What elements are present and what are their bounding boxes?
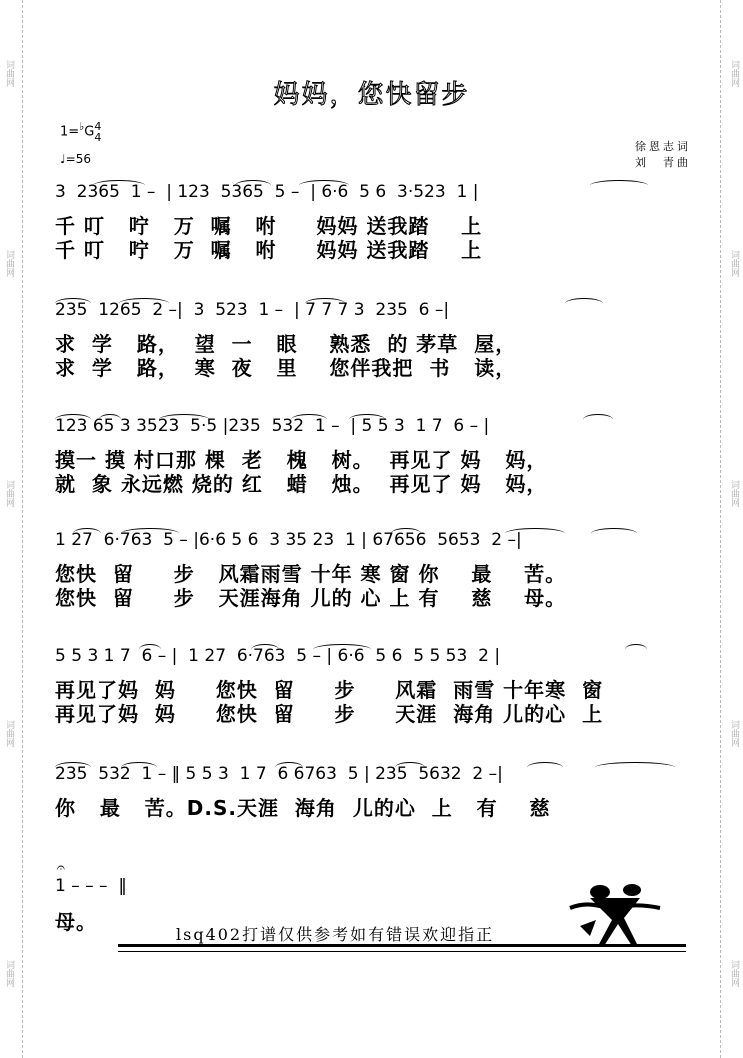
- lyrics-verse-1: 求 学 路， 望 一 眼 熟悉 的 茅草 屋，: [55, 332, 517, 356]
- time-numerator: 4: [94, 119, 102, 133]
- slur: [291, 414, 327, 425]
- slur: [159, 414, 209, 425]
- right-watermark-strip: [720, 0, 743, 1058]
- dancing-couple-icon: [560, 880, 670, 950]
- notes-line: 3 2365 1 – | 123 5365 5 – | 6·6 5 6 3·523 1 |: [55, 182, 479, 202]
- watermark-left-1: 词曲网: [4, 60, 14, 87]
- slur: [251, 644, 279, 655]
- lyrics-verse-1: 摸一 摸 村口那 棵 老 槐 树。 再见了 妈 妈，: [55, 448, 548, 472]
- watermark-right-2: 词曲网: [729, 250, 739, 277]
- watermark-left-2: 词曲网: [4, 250, 14, 277]
- lyrics-verse-1: 再见了妈 妈 您快 留 步 风霜 雨雪 十年寒 窗: [55, 678, 604, 702]
- watermark-right-1: 词曲网: [729, 60, 739, 87]
- fermata-icon: 𝄐: [57, 860, 65, 876]
- slur: [55, 414, 91, 425]
- slur: [99, 414, 121, 425]
- slur: [139, 644, 161, 655]
- notes-line: 1 27 6·763 5 – |6·6 5 6 3 35 23 1 | 67656 5653 2 –|: [55, 530, 522, 550]
- lyricist-credit: 徐恩志词: [635, 140, 691, 153]
- notes-line: 235 532 1 – ‖ 5 5 3 1 7 6 6763 5 | 235 5632 2 –|: [55, 764, 503, 784]
- final-lyric: 母。: [55, 910, 97, 934]
- lyrics-verse-1: 您快 留 步 风霜雨雪 十年 寒 窗 你 最 苦。: [55, 562, 567, 586]
- footer-rule-thin: [118, 951, 686, 952]
- lyrics-verse-2: 就 象 永远燃 烧的 红 蜡 烛。 再见了 妈 妈，: [55, 472, 548, 496]
- slur: [73, 528, 101, 539]
- song-title: 妈妈，您快留步: [273, 80, 470, 110]
- lyrics-verse-2: 求 学 路， 寒 夜 里 您伴我把 书 读，: [55, 356, 517, 380]
- slur: [275, 762, 303, 773]
- notes-line: 5 5 3 1 7 6 – | 1 27 6·763 5 – | 6·6 5 6 5 5 53 2 |: [55, 646, 501, 666]
- slur: [349, 414, 385, 425]
- notes-line: 235 1265 2 –| 3 523 1 – | 7 7 7 3 235 6 –|: [55, 300, 450, 320]
- slur: [305, 298, 345, 309]
- key-prefix: 1=: [60, 124, 80, 140]
- slur: [583, 414, 613, 425]
- score-system-5: [55, 642, 710, 732]
- left-watermark-strip: [0, 0, 23, 1058]
- slur: [565, 298, 603, 309]
- slur: [591, 528, 637, 539]
- lyrics-verse-1: 千 叮 咛 万 嘱 咐 妈妈 送我踏 上: [55, 214, 483, 238]
- slur: [235, 180, 271, 191]
- slur: [505, 528, 565, 539]
- lyrics-verse-1: 你 最 苦。D.S.天涯 海角 儿的心 上 有 慈: [55, 796, 551, 820]
- score-system-4: [55, 526, 710, 616]
- slur: [313, 644, 371, 655]
- time-denominator: 4: [94, 130, 102, 144]
- slur: [299, 180, 349, 191]
- flat-sign: ♭: [79, 120, 85, 133]
- score-system-2: [55, 296, 710, 386]
- slur: [93, 180, 145, 191]
- score-system-6: [55, 760, 710, 830]
- key-tonic: G: [84, 124, 95, 140]
- key-signature: [60, 120, 101, 143]
- final-notes: 1 – – – ‖: [55, 876, 127, 896]
- watermark-right-4: 词曲网: [729, 720, 739, 747]
- slur: [590, 180, 648, 191]
- watermark-right-5: 词曲网: [729, 960, 739, 987]
- slur: [121, 528, 179, 539]
- lyrics-verse-2: 您快 留 步 天涯海角 儿的 心 上 有 慈 母。: [55, 586, 567, 610]
- transcriber-note: lsq402打谱仅供参考如有错误欢迎指正: [176, 925, 495, 944]
- slur: [55, 762, 91, 773]
- score-system-3: [55, 412, 710, 502]
- slur: [55, 298, 91, 309]
- slur: [119, 298, 169, 309]
- watermark-left-3: 词曲网: [4, 480, 14, 507]
- composer-credit: 刘 青曲: [635, 156, 691, 169]
- slur: [527, 762, 563, 773]
- watermark-left-5: 词曲网: [4, 960, 14, 987]
- slur: [121, 762, 157, 773]
- watermark-left-4: 词曲网: [4, 720, 14, 747]
- slur: [391, 528, 421, 539]
- notes-line: 123 65 3 3523 5·5 |235 532 1 – | 5 5 3 1 7 6 – |: [55, 416, 490, 436]
- slur: [395, 762, 425, 773]
- tempo-marking: ♩=56: [60, 152, 91, 166]
- score-system-1: [55, 178, 710, 268]
- watermark-right-3: 词曲网: [729, 480, 739, 507]
- slur: [625, 644, 647, 655]
- slur: [595, 762, 675, 773]
- time-signature: [94, 121, 101, 143]
- lyrics-verse-2: 再见了妈 妈 您快 留 步 天涯 海角 儿的心 上: [55, 702, 604, 726]
- lyrics-verse-2: 千 叮 咛 万 嘱 咐 妈妈 送我踏 上: [55, 238, 483, 262]
